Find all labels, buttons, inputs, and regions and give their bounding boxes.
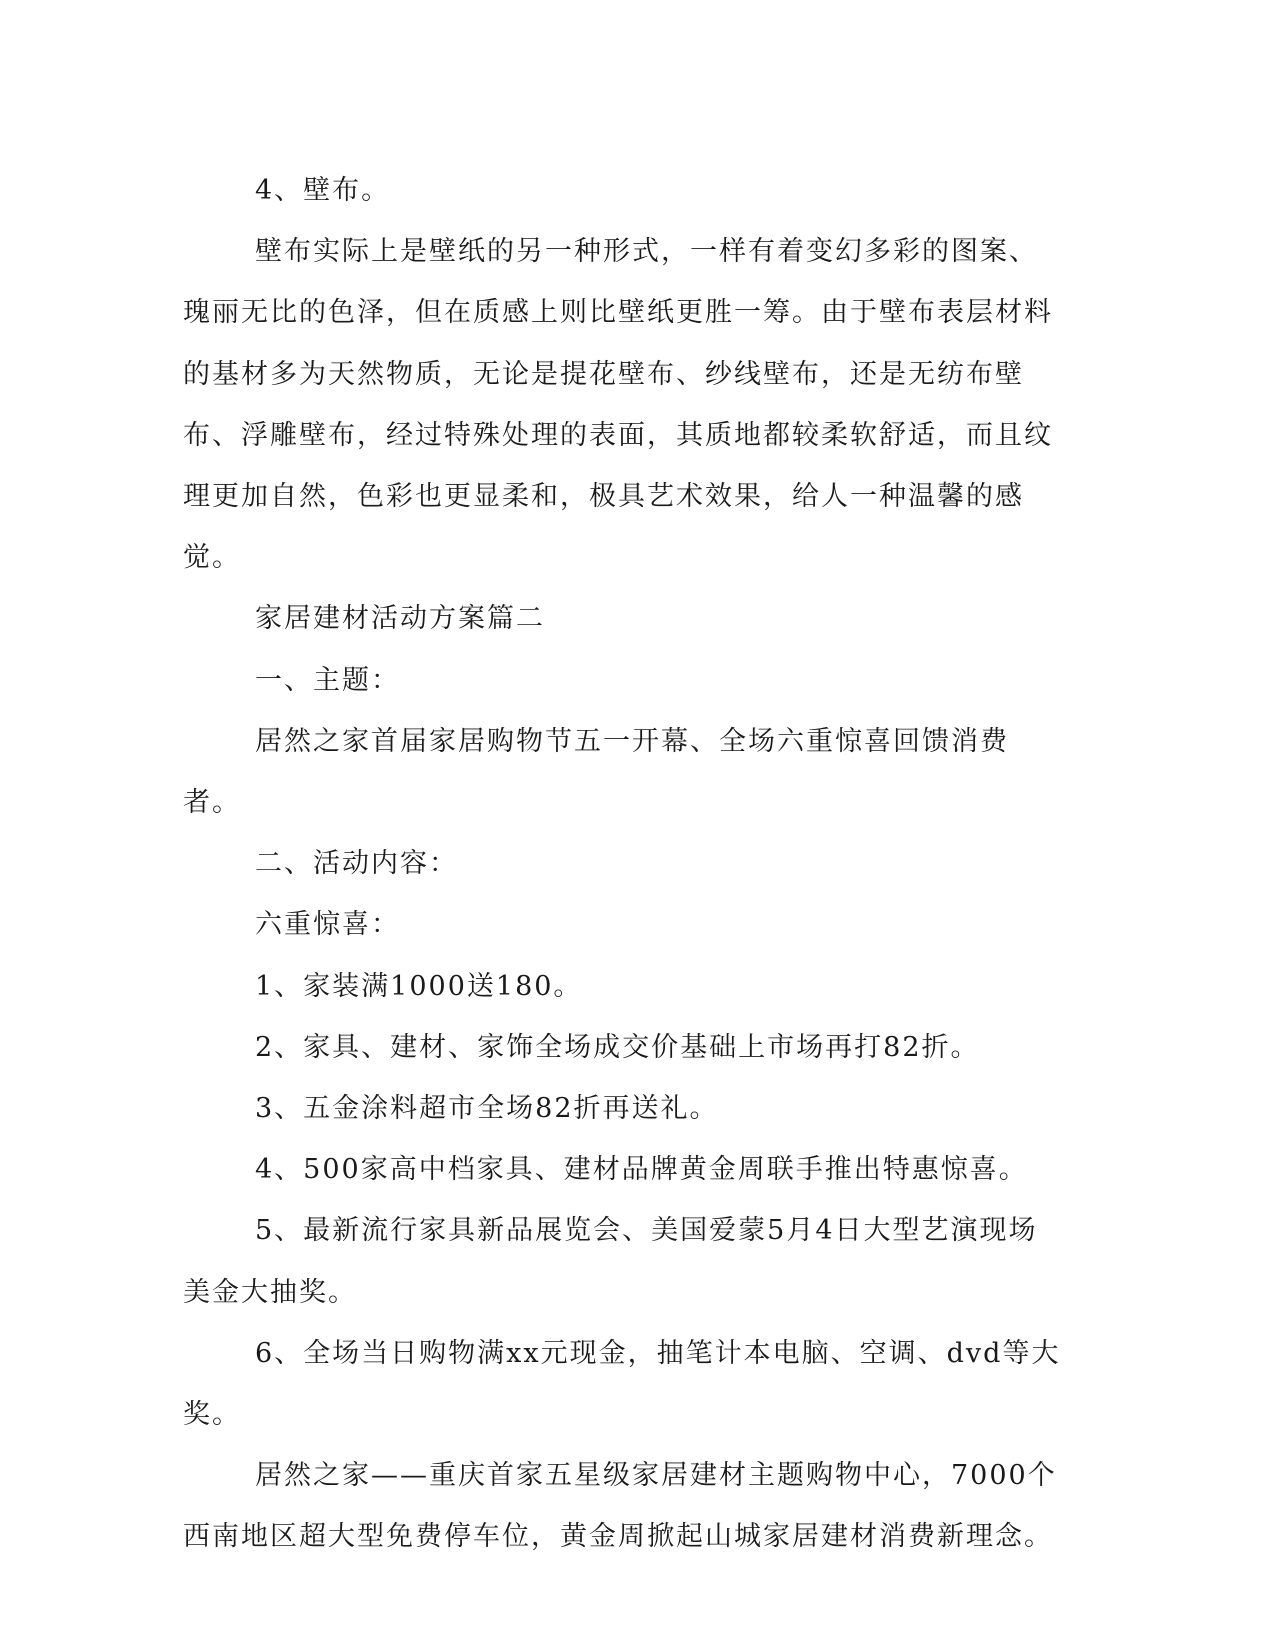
- list-item-1: 1、家装满1000送180。: [255, 970, 583, 1002]
- list-item-5: 5、最新流行家具新品展览会、美国爱蒙5月4日大型艺演现场美金大抽奖。: [183, 1215, 1038, 1308]
- list-item-2: 2、家具、建材、家饰全场成交价基础上市场再打82折。: [255, 1031, 980, 1063]
- paragraph-wall-cloth-heading: 4、壁布。: [255, 175, 391, 206]
- paragraph-wall-cloth-description: 壁布实际上是壁纸的另一种形式，一样有着变幻多彩的图案、瑰丽无比的色泽，但在质感上则比壁纸更胜一筹。由于壁布表层材料的基材多为天然物质，无论是提花壁布、纱线壁布，还是无纺布壁布、浮雕壁布，经过特殊处理的表面，其质地都较柔软舒适，而且纹理更加自然，色彩也更显柔和，极具艺术效果，给人一种温馨的感觉。: [183, 236, 1053, 574]
- paragraph-six-surprises: 六重惊喜：: [255, 909, 400, 941]
- document-body: [183, 160, 1063, 1568]
- paragraph-theme-text: 居然之家首届家居购物节五一开幕、全场六重惊喜回馈消费者。: [183, 725, 1009, 819]
- paragraph-activity-heading: 二、活动内容：: [255, 848, 458, 880]
- paragraph-theme-heading: 一、主题：: [255, 664, 400, 696]
- list-item-4: 4、500家高中档家具、建材品牌黄金周联手推出特惠惊喜。: [255, 1154, 1028, 1186]
- paragraph-closing: 居然之家——重庆首家五星级家居建材主题购物中心，7000个西南地区超大型免费停车位，黄金周掀起山城家居建材消费新理念。: [183, 1460, 1057, 1553]
- list-item-3: 3、五金涂料超市全场82折再送礼。: [255, 1093, 719, 1125]
- paragraph-section-title: 家居建材活动方案篇二: [255, 603, 545, 635]
- list-item-6: 6、全场当日购物满xx元现金，抽笔计本电脑、空调、dvd等大奖。: [183, 1337, 1061, 1431]
